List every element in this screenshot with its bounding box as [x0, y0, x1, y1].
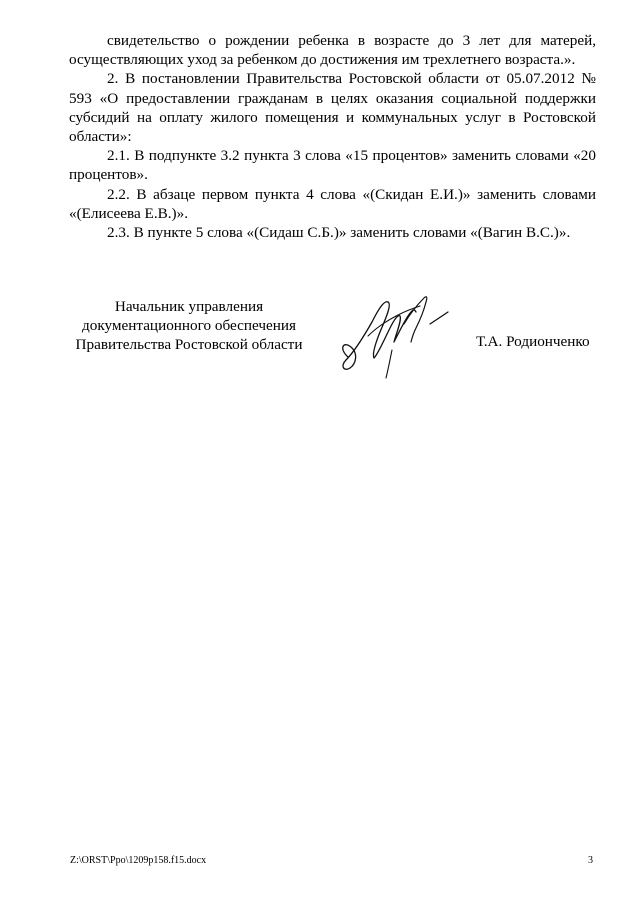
position-line: документационного обеспечения — [82, 317, 296, 334]
paragraph-item-2-2: 2.2. В абзаце первом пункта 4 слова «(Скидан Е.И.)» заменить словами «(Елисеева Е.В.)». — [69, 185, 596, 222]
paragraph-item-2-3: 2.3. В пункте 5 слова «(Сидаш С.Б.)» заменить словами «(Вагин В.С.)». — [107, 224, 571, 242]
paragraph-item-2-1: 2.1. В подпункте 3.2 пункта 3 слова «15 процентов» заменить словами «20 процентов». — [69, 147, 596, 184]
signatory-position — [64, 297, 314, 354]
handwritten-signature — [334, 284, 464, 384]
position-line: Правительства Ростовской области — [75, 336, 303, 353]
paragraph-continuation: свидетельство о рождении ребенка в возрасте до 3 лет для матерей, осуществляющих уход за ребенком до достижения им трехлетнего возраста.». — [69, 32, 596, 69]
document-body — [69, 31, 596, 242]
page-number: 3 — [588, 855, 593, 866]
footer-file-path: Z:\ORST\Ppo\1209p158.f15.docx — [70, 855, 207, 866]
paragraph-item-2: 2. В постановлении Правительства Ростовской области от 05.07.2012 № 593 «О предоставлении гражданам в целях оказания социальной поддержки субсидий на оплату жилого помещения и коммунальных услуг в Ростовской области»: — [69, 70, 596, 146]
position-line: Начальник управления — [114, 298, 264, 315]
signer-name: Т.А. Родионченко — [476, 333, 590, 350]
